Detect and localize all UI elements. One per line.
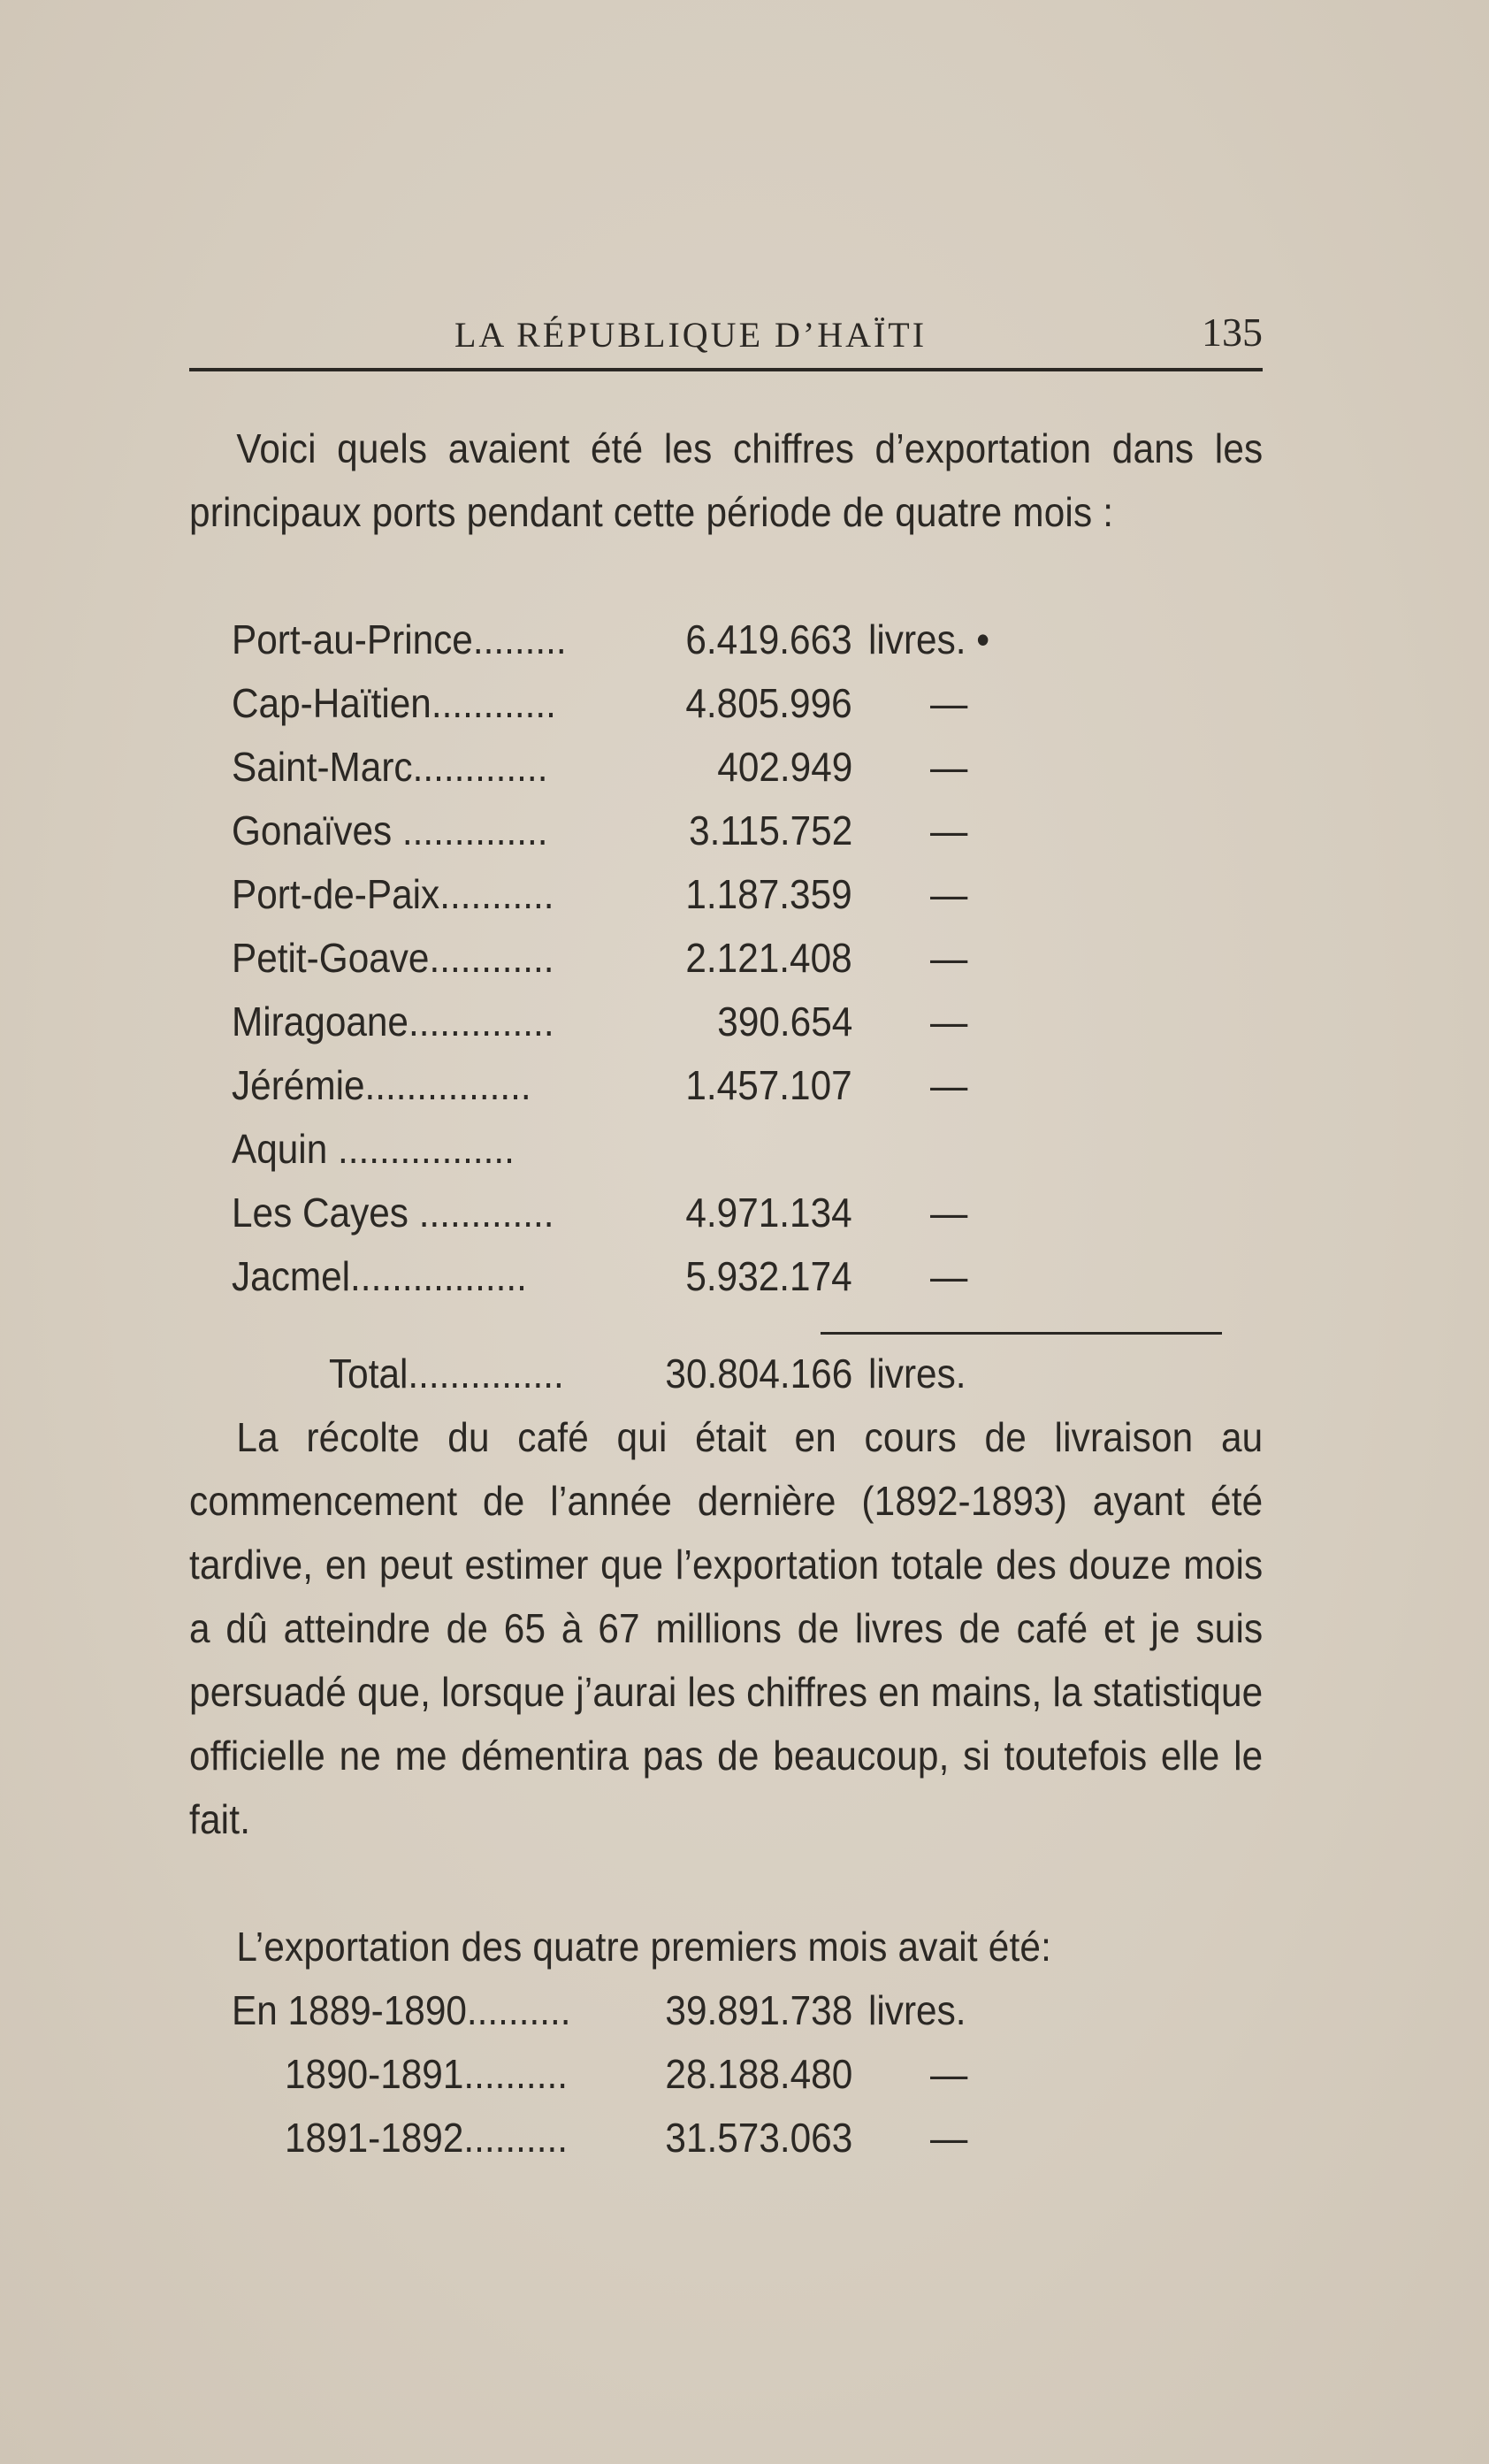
intro-text: Voici quels avaient été les chiffres d’exportation dans les principaux ports pendant cette période de quatre mois :	[189, 425, 1264, 535]
export-value: 402.949	[717, 744, 852, 790]
table-row	[232, 1117, 1263, 1181]
total-unit: livres.	[868, 1351, 966, 1397]
table-row	[232, 2042, 1263, 2106]
port-name: Gonaïves ..............	[232, 807, 548, 853]
port-name: Port-de-Paix...........	[232, 871, 554, 917]
port-name: Jérémie................	[232, 1062, 531, 1108]
year-label: 1891-1892..........	[285, 2115, 568, 2161]
export-unit: —	[930, 1062, 968, 1108]
header-rule	[189, 368, 1263, 371]
page-header	[189, 305, 1263, 367]
port-name: Saint-Marc.............	[232, 744, 548, 790]
export-value: 390.654	[717, 999, 852, 1045]
export-unit: livres. •	[868, 616, 990, 662]
total-label: Total...............	[329, 1351, 564, 1397]
page-number: 135	[1202, 310, 1263, 355]
intro-paragraph	[189, 417, 1263, 544]
table-row	[232, 608, 1263, 671]
port-name: Jacmel.................	[232, 1253, 527, 1299]
table-row	[232, 2106, 1263, 2169]
export-value: 1.457.107	[685, 1062, 852, 1108]
export-unit: —	[930, 935, 968, 981]
table-row	[232, 926, 1263, 990]
paragraph-first-months	[189, 1915, 1263, 1978]
total-row	[232, 1342, 1263, 1405]
running-title: LA RÉPUBLIQUE D’HAÏTI	[454, 315, 928, 355]
export-value: 4.805.996	[685, 680, 852, 726]
paragraph-text: La récolte du café qui était en cours de livraison au commencement de l’année dernière (1892-1893) ayant été tardive, en peut estimer que l’exportation totale des douze mois a dû atteindre de 65 à 67 millions de livres de café et je suis persuadé que, lorsque j’aurai les chiffres en mains, la statistique officielle ne me démentira pas de beaucoup, si toutefois elle le fait.	[189, 1414, 1264, 1842]
export-unit: —	[930, 744, 968, 790]
year-label: 1890-1891..........	[285, 2051, 568, 2097]
table-row	[232, 1181, 1263, 1244]
total-value: 30.804.166	[665, 1351, 852, 1397]
table-row	[232, 862, 1263, 926]
export-unit: —	[930, 871, 968, 917]
export-value: 31.573.063	[665, 2115, 852, 2161]
export-value: 4.971.134	[685, 1190, 852, 1236]
port-name: Aquin .................	[232, 1126, 515, 1172]
export-unit: —	[930, 2115, 968, 2161]
table-row	[232, 990, 1263, 1053]
port-name: Port-au-Prince.........	[232, 616, 567, 662]
table-row	[232, 799, 1263, 862]
table-row	[232, 1053, 1263, 1117]
export-value: 28.188.480	[665, 2051, 852, 2097]
export-value: 3.115.752	[688, 807, 852, 853]
paragraph-text: L’exportation des quatre premiers mois avait été:	[236, 1924, 1052, 1970]
export-unit: —	[930, 680, 968, 726]
export-unit: —	[930, 999, 968, 1045]
table-row	[232, 1978, 1263, 2042]
export-value: 1.187.359	[685, 871, 852, 917]
port-name: Petit-Goave............	[232, 935, 554, 981]
table-row	[232, 1244, 1263, 1308]
export-unit: livres.	[868, 1987, 966, 2033]
export-unit: —	[930, 1253, 968, 1299]
port-name: Les Cayes .............	[232, 1190, 554, 1236]
export-unit: —	[930, 2051, 968, 2097]
port-name: Cap-Haïtien............	[232, 680, 556, 726]
table-row	[232, 671, 1263, 735]
export-unit: —	[930, 807, 968, 853]
export-value: 5.932.174	[685, 1253, 852, 1299]
export-unit: —	[930, 1190, 968, 1236]
export-value: 2.121.408	[685, 935, 852, 981]
table-row	[232, 735, 1263, 799]
total-rule	[821, 1332, 1222, 1335]
port-name: Miragoane..............	[232, 999, 554, 1045]
year-label: En 1889-1890..........	[232, 1987, 571, 2033]
paragraph-coffee-harvest	[189, 1405, 1263, 1851]
export-value: 39.891.738	[665, 1987, 852, 2033]
export-value: 6.419.663	[685, 616, 852, 662]
